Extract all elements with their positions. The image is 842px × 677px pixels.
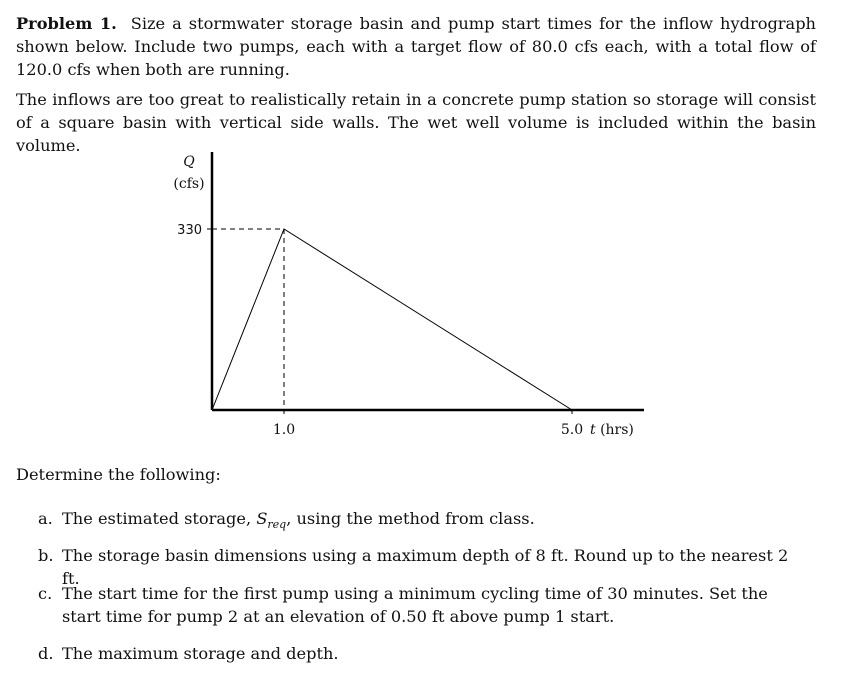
question-a-post: , using the method from class.	[286, 509, 535, 528]
x-tick-label-0: 1.0	[272, 422, 296, 438]
x-axis-symbol: t	[590, 422, 601, 438]
x-axis-units: (hrs)	[600, 422, 634, 438]
problem-heading: Problem 1.	[16, 14, 117, 33]
question-b-text: The storage basin dimensions using a maximum depth of 8 ft. Round up to the nearest 2 ft.	[62, 546, 789, 588]
question-a	[38, 507, 798, 536]
question-a-label: a.	[38, 509, 53, 528]
question-c-text: The start time for the first pump using a minimum cycling time of 30 minutes. Set the start time for pump 2 at an elevation of 0.50 ft above pump 1 start.	[62, 584, 768, 626]
x-tick-label-1: 5.0	[560, 422, 584, 438]
determine-heading: Determine the following:	[16, 465, 221, 484]
problem-statement	[16, 12, 816, 81]
storage-symbol: S	[256, 509, 268, 528]
question-a-pre: The estimated storage,	[62, 509, 252, 528]
question-c-label: c.	[38, 584, 53, 603]
question-d-text: The maximum storage and depth.	[62, 644, 339, 663]
y-axis-units: (cfs)	[173, 176, 205, 192]
y-axis-symbol: Q	[183, 154, 195, 170]
question-d	[38, 642, 798, 665]
storage-subscript: req	[267, 518, 287, 532]
x-axis-label	[590, 422, 634, 438]
inflow-hydrograph	[160, 150, 660, 450]
question-b-label: b.	[38, 546, 54, 565]
hydrograph-line	[212, 229, 572, 410]
question-c	[38, 582, 798, 628]
basin-description: The inflows are too great to realistically retain in a concrete pump station so storage will consist of a square basin with vertical side walls. The wet well volume is included within the basin volume.	[16, 90, 816, 155]
question-d-label: d.	[38, 644, 54, 663]
problem-text: Size a stormwater storage basin and pump start times for the inflow hydrograph shown below. Include two pumps, each with a target flow of 80.0 cfs each, with a total flow of 120.0 cfs when both are running.	[16, 14, 816, 79]
y-tick-label-330: 330	[177, 223, 202, 238]
